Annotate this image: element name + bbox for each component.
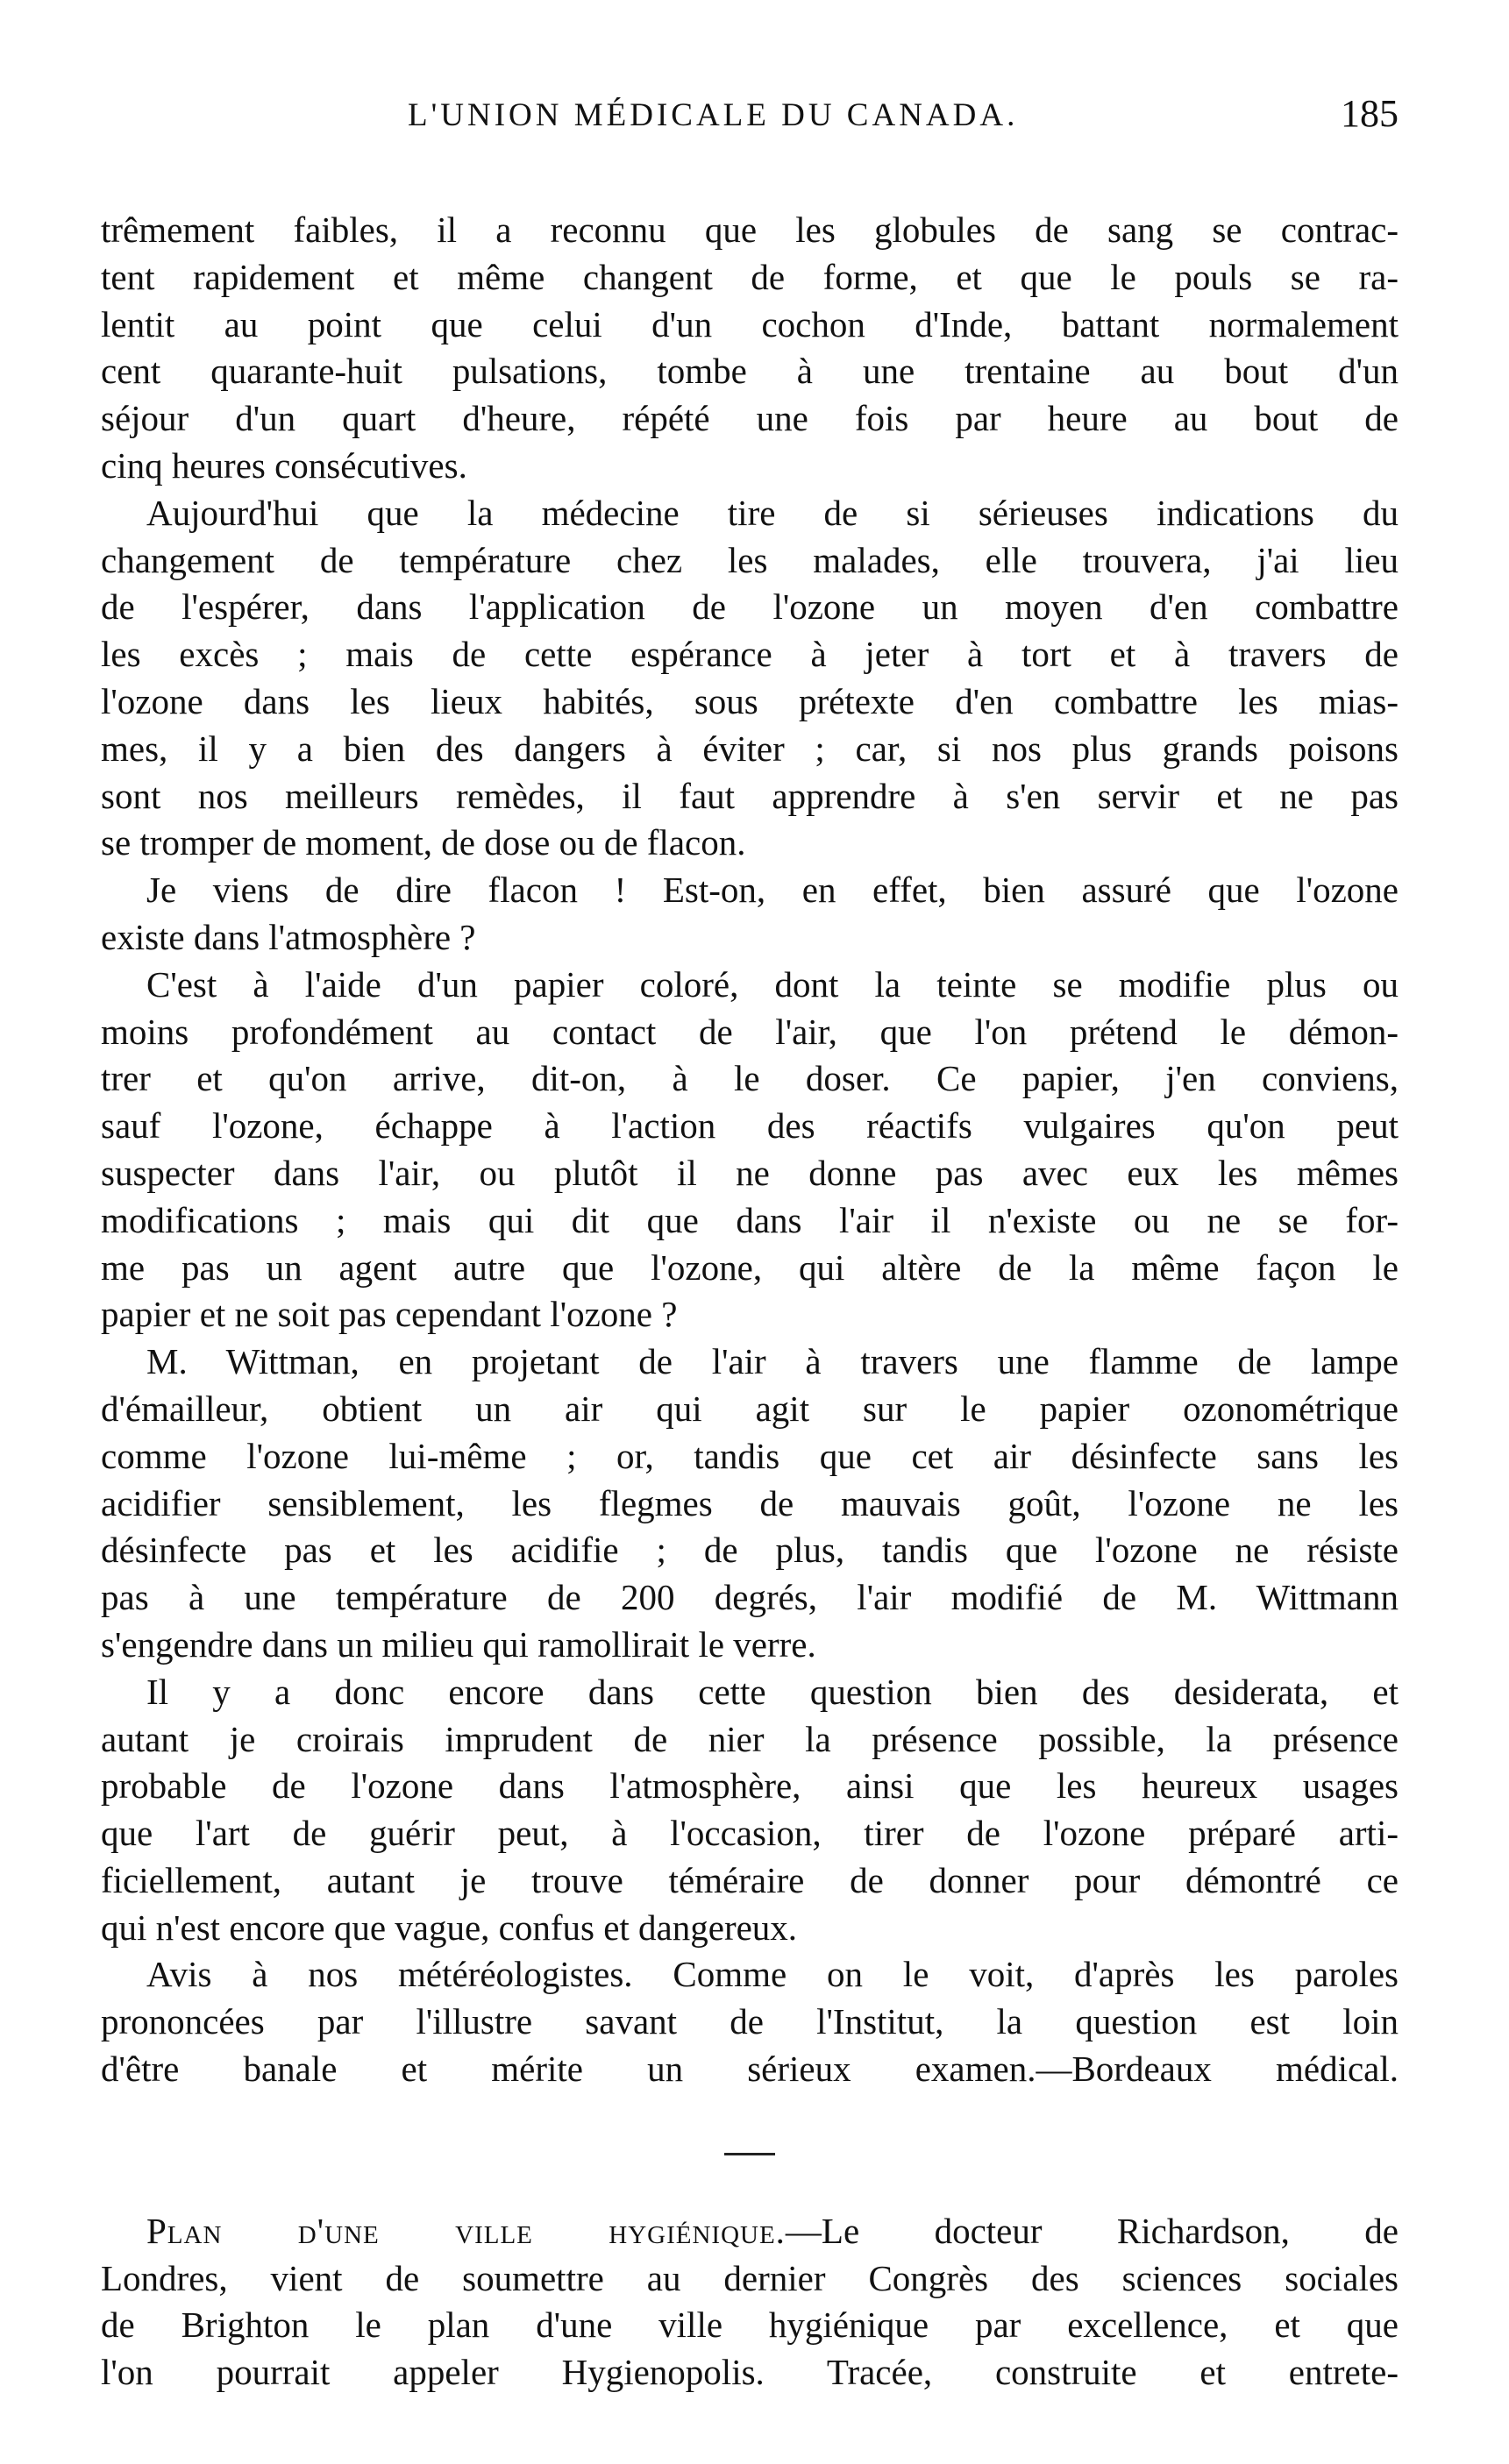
text-line: prononcées par l'illustre savant de l'Institut, la question est loin <box>101 2001 1399 2042</box>
text-line: suspecter dans l'air, ou plutôt il ne donne pas avec eux les mêmes <box>101 1152 1399 1193</box>
text-line: de l'espérer, dans l'application de l'ozone un moyen d'en combattre <box>101 586 1399 628</box>
text-line: Je viens de dire flacon ! Est-on, en effet, bien assuré que l'ozone <box>146 870 1399 911</box>
text-line: séjour d'un quart d'heure, répété une fois par heure au bout de <box>101 398 1399 439</box>
running-header <box>101 92 1399 146</box>
text-line: désinfecte pas et les acidifie ; de plus, tandis que l'ozone ne résiste <box>101 1530 1399 1571</box>
text-line: sont nos meilleurs remèdes, il faut apprendre à s'en servir et ne pas <box>101 775 1399 816</box>
text-line: pas à une température de 200 degrés, l'air modifié de M. Wittmann <box>101 1577 1399 1618</box>
heading-continuation: —Le docteur Richardson, de <box>785 2210 1399 2251</box>
text-line: tent rapidement et même changent de forme, et que le pouls se ra- <box>101 256 1399 297</box>
paragraph-4 <box>101 962 1399 1339</box>
text-line: Il y a donc encore dans cette question bien des desiderata, et <box>146 1671 1399 1712</box>
text-line: probable de l'ozone dans l'atmosphère, ainsi que les heureux usages <box>101 1765 1399 1807</box>
text-line: trêmement faibles, il a reconnu que les globules de sang se contrac- <box>101 209 1399 250</box>
text-line: autant je croirais imprudent de nier la présence possible, la présence <box>101 1718 1399 1759</box>
paragraph-3 <box>101 867 1399 962</box>
document-page <box>101 92 1399 2397</box>
text-line: C'est à l'aide d'un papier coloré, dont la teinte se modifie plus ou <box>146 963 1399 1005</box>
text-line: modifications ; mais qui dit que dans l'air il n'existe ou ne se for- <box>101 1199 1399 1240</box>
paragraph-6 <box>101 1669 1399 1952</box>
text-line: M. Wittman, en projetant de l'air à travers une flamme de lampe <box>146 1341 1399 1382</box>
text-line: cinq heures consécutives. <box>101 444 467 486</box>
text-line: existe dans l'atmosphère ? <box>101 916 476 957</box>
text-line <box>101 2208 1399 2255</box>
text-line: acidifier sensiblement, les flegmes de mauvais goût, l'ozone ne les <box>101 1482 1399 1523</box>
text-line: Avis à nos météréologistes. Comme on le voit, d'après les paroles <box>146 1954 1399 1995</box>
article-body <box>101 207 1399 2093</box>
text-line: s'engendre dans un milieu qui ramollirait le verre. <box>101 1623 816 1665</box>
text-line: Aujourd'hui que la médecine tire de si sérieuses indications du <box>146 492 1399 533</box>
text-line: ficiellement, autant je trouve téméraire de donner pour démontré ce <box>101 1859 1399 1900</box>
text-line: me pas un agent autre que l'ozone, qui altère de la même façon le <box>101 1246 1399 1288</box>
text-line: cent quarante-huit pulsations, tombe à une trentaine au bout d'un <box>101 351 1399 392</box>
paragraph-2 <box>101 490 1399 867</box>
text-line: sauf l'ozone, échappe à l'action des réactifs vulgaires qu'on peut <box>101 1105 1399 1147</box>
text-line: lentit au point que celui d'un cochon d'Inde, battant normalement <box>101 303 1399 344</box>
text-line: trer et qu'on arrive, dit-on, à le doser. Ce papier, j'en conviens, <box>101 1058 1399 1099</box>
text-line: que l'art de guérir peut, à l'occasion, tirer de l'ozone préparé arti- <box>101 1813 1399 1854</box>
text-line: mes, il y a bien des dangers à éviter ; car, si nos plus grands poisons <box>101 728 1399 769</box>
paragraph-1 <box>101 207 1399 490</box>
paragraph-7 <box>101 1951 1399 2092</box>
section-heading: Plan d'une ville hygiénique. <box>146 2210 786 2251</box>
text-line: d'être banale et mérite un sérieux examen.—Bordeaux médical. <box>101 2049 1399 2090</box>
text-line: se tromper de moment, de dose ou de flacon. <box>101 822 746 863</box>
running-title: L'UNION MÉDICALE DU CANADA. <box>408 97 1019 133</box>
text-line: papier et ne soit pas cependant l'ozone ? <box>101 1294 678 1335</box>
text-line: l'on pourrait appeler Hygienopolis. Tracée, construite et entrete- <box>101 2352 1399 2393</box>
text-line: comme l'ozone lui-même ; or, tandis que cet air désinfecte sans les <box>101 1435 1399 1476</box>
section-divider <box>724 2153 775 2155</box>
page-number: 185 <box>1341 92 1399 135</box>
article-plan-ville-hygienique <box>101 2208 1399 2397</box>
text-line: Londres, vient de soumettre au dernier Congrès des sciences sociales <box>101 2257 1399 2298</box>
paragraph-5 <box>101 1339 1399 1669</box>
text-line: qui n'est encore que vague, confus et dangereux. <box>101 1907 798 1948</box>
text-line: moins profondément au contact de l'air, que l'on prétend le démon- <box>101 1011 1399 1052</box>
text-line: d'émailleur, obtient un air qui agit sur le papier ozonométrique <box>101 1388 1399 1429</box>
text-line: de Brighton le plan d'une ville hygiénique par excellence, et que <box>101 2304 1399 2346</box>
text-line: changement de température chez les malades, elle trouvera, j'ai lieu <box>101 539 1399 580</box>
text-line: l'ozone dans les lieux habités, sous prétexte d'en combattre les mias- <box>101 680 1399 721</box>
text-line: les excès ; mais de cette espérance à jeter à tort et à travers de <box>101 634 1399 675</box>
